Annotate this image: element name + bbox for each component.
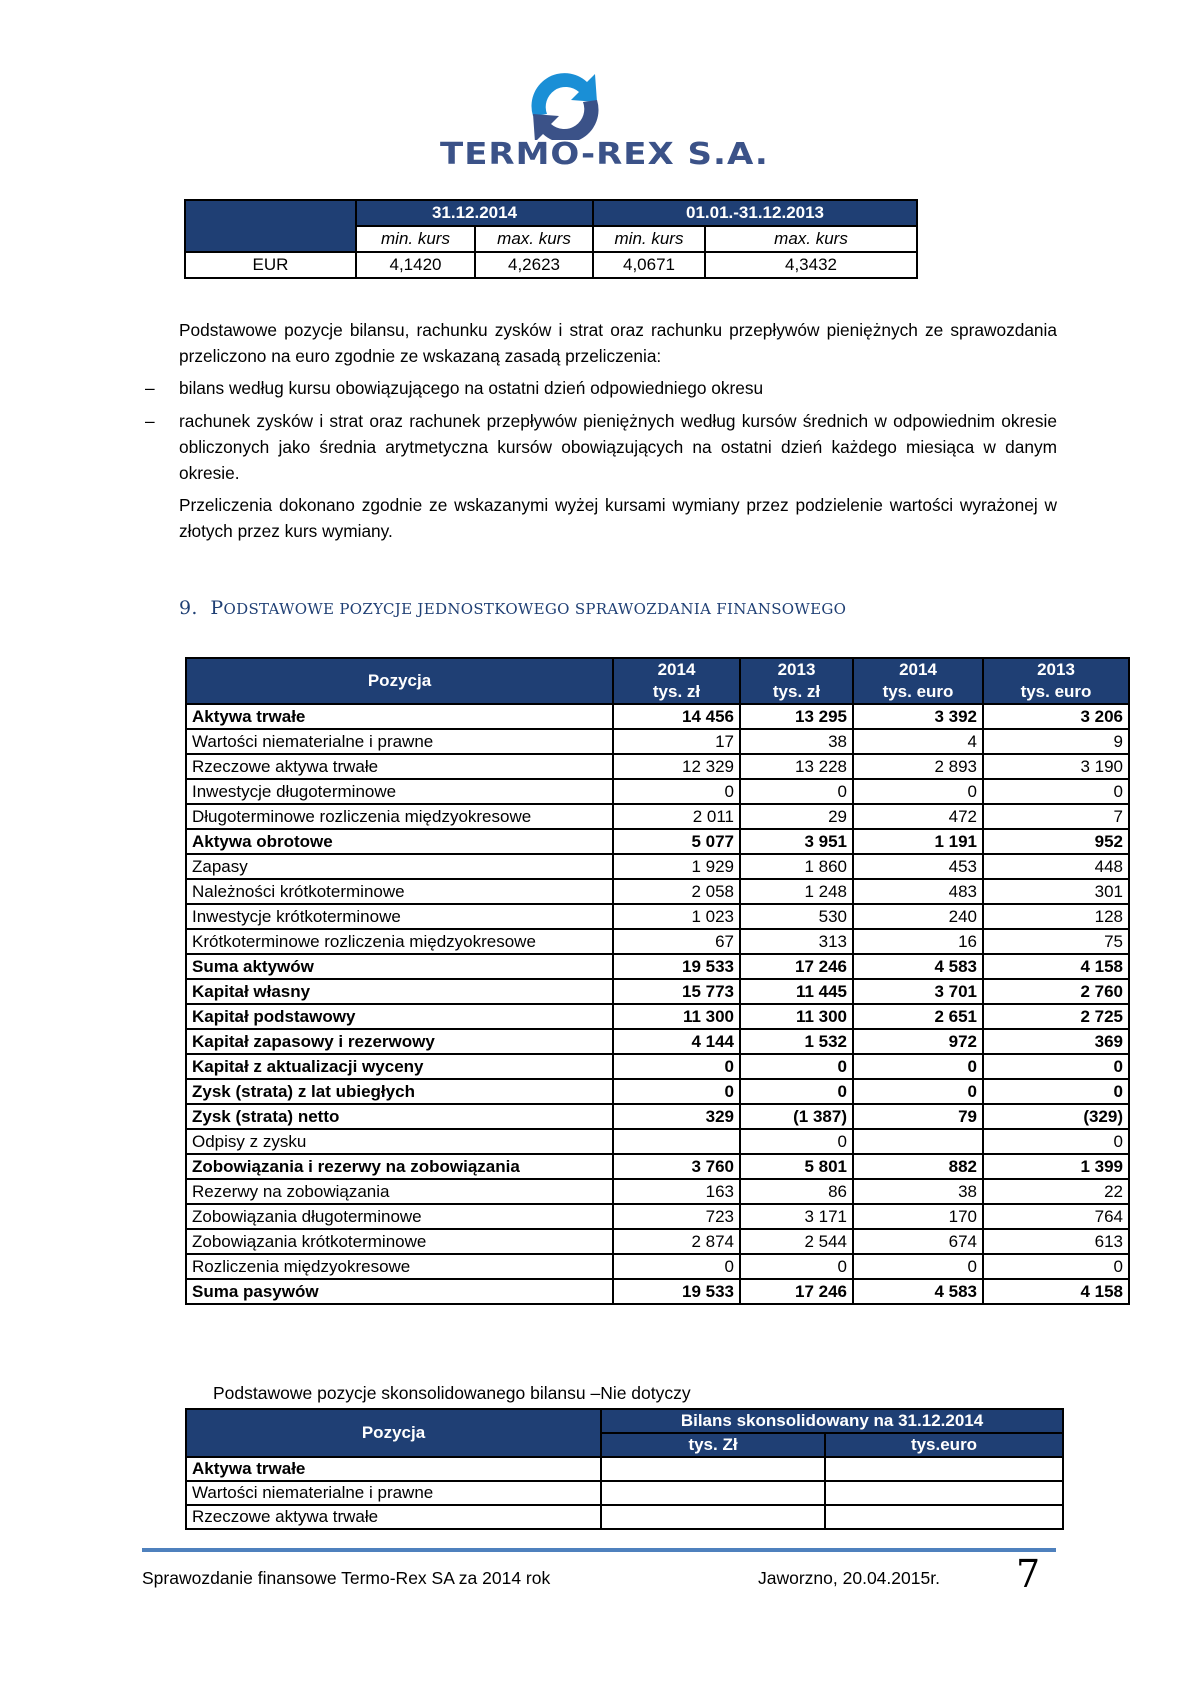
table-row bbox=[186, 729, 1129, 754]
column-header bbox=[613, 658, 740, 704]
row-label: Inwestycje krótkoterminowe bbox=[186, 904, 613, 929]
consolidated-note: Podstawowe pozycje skonsolidowanego bilansu –Nie dotyczy bbox=[213, 1383, 691, 1403]
row-value: 0 bbox=[613, 1254, 740, 1279]
row-value: 3 392 bbox=[853, 704, 983, 729]
row-value bbox=[825, 1505, 1063, 1529]
row-value: 17 bbox=[613, 729, 740, 754]
row-value: 2 760 bbox=[983, 979, 1129, 1004]
row-value: 79 bbox=[853, 1104, 983, 1129]
row-value: 0 bbox=[740, 1054, 853, 1079]
row-label: Zapasy bbox=[186, 854, 613, 879]
row-value: 11 445 bbox=[740, 979, 853, 1004]
row-value: 0 bbox=[853, 1254, 983, 1279]
row-value: 3 760 bbox=[613, 1154, 740, 1179]
row-value: 0 bbox=[740, 1254, 853, 1279]
row-label: Zobowiązania i rezerwy na zobowiązania bbox=[186, 1154, 613, 1179]
row-label: Aktywa trwałe bbox=[186, 704, 613, 729]
row-value: 15 773 bbox=[613, 979, 740, 1004]
row-value: 19 533 bbox=[613, 1279, 740, 1304]
row-value: 301 bbox=[983, 879, 1129, 904]
column-header-pozycja: Pozycja bbox=[186, 658, 613, 704]
row-value: 2 725 bbox=[983, 1004, 1129, 1029]
row-label: Długoterminowe rozliczenia międzyokresowe bbox=[186, 804, 613, 829]
row-label: Kapitał z aktualizacji wyceny bbox=[186, 1054, 613, 1079]
row-value: 0 bbox=[613, 1054, 740, 1079]
row-label: Kapitał własny bbox=[186, 979, 613, 1004]
row-value: 4 bbox=[853, 729, 983, 754]
row-value: 12 329 bbox=[613, 754, 740, 779]
row-label: Rozliczenia międzyokresowe bbox=[186, 1254, 613, 1279]
row-value: 0 bbox=[613, 779, 740, 804]
consolidated-header-pozycja: Pozycja bbox=[186, 1409, 601, 1457]
row-value: 472 bbox=[853, 804, 983, 829]
consolidated-balance-table bbox=[185, 1408, 1064, 1530]
financial-items-table bbox=[185, 657, 1130, 1305]
row-value: 3 171 bbox=[740, 1204, 853, 1229]
row-value: 329 bbox=[613, 1104, 740, 1129]
intro-paragraph: Podstawowe pozycje bilansu, rachunku zysków i strat oraz rachunku przepływów pieniężnych ze sprawozdania przeliczono na euro zgodnie ze wskazaną zasadą przeliczenia: bbox=[179, 320, 1057, 366]
table-row bbox=[186, 879, 1129, 904]
bullet-dash: – bbox=[145, 378, 155, 398]
row-value: 2 011 bbox=[613, 804, 740, 829]
column-header-unit: tys. zł bbox=[652, 682, 701, 701]
row-label: Kapitał podstawowy bbox=[186, 1004, 613, 1029]
table-row bbox=[186, 954, 1129, 979]
table-row bbox=[186, 904, 1129, 929]
row-value: 0 bbox=[613, 1079, 740, 1104]
row-label: Krótkoterminowe rozliczenia międzyokresowe bbox=[186, 929, 613, 954]
row-value: 4 158 bbox=[983, 954, 1129, 979]
table-row bbox=[186, 1079, 1129, 1104]
column-header-year: 2013 bbox=[1037, 660, 1075, 679]
row-label: Rzeczowe aktywa trwałe bbox=[186, 754, 613, 779]
row-label: Wartości niematerialne i prawne bbox=[186, 1481, 601, 1505]
row-label: Aktywa obrotowe bbox=[186, 829, 613, 854]
row-value: 0 bbox=[983, 1054, 1129, 1079]
row-label: Inwestycje długoterminowe bbox=[186, 779, 613, 804]
exchange-rates-table bbox=[184, 199, 918, 279]
rates-period-2013: 01.01.-31.12.2013 bbox=[593, 200, 917, 226]
row-value: 2 058 bbox=[613, 879, 740, 904]
section-title: ODSTAWOWE POZYCJE JEDNOSTKOWEGO SPRAWOZDANIA FINANSOWEGO bbox=[223, 600, 847, 618]
row-label: Rezerwy na zobowiązania bbox=[186, 1179, 613, 1204]
row-value: 3 701 bbox=[853, 979, 983, 1004]
row-value bbox=[825, 1457, 1063, 1481]
table-row bbox=[186, 1229, 1129, 1254]
row-value: 1 532 bbox=[740, 1029, 853, 1054]
row-value: 9 bbox=[983, 729, 1129, 754]
bullet-item-balance: bilans według kursu obowiązującego na ostatni dzień odpowiedniego okresu bbox=[179, 378, 764, 398]
row-value: 530 bbox=[740, 904, 853, 929]
row-value: 5 801 bbox=[740, 1154, 853, 1179]
row-value: 972 bbox=[853, 1029, 983, 1054]
footer-divider bbox=[142, 1548, 1056, 1552]
row-value bbox=[601, 1481, 825, 1505]
column-header-year: 2013 bbox=[777, 660, 816, 679]
rates-value: 4,2623 bbox=[475, 252, 593, 278]
row-value: 764 bbox=[983, 1204, 1129, 1229]
row-label: Rzeczowe aktywa trwałe bbox=[186, 1505, 601, 1529]
column-header-unit: tys. euro bbox=[882, 682, 954, 701]
table-row bbox=[186, 979, 1129, 1004]
table-row bbox=[186, 854, 1129, 879]
row-value: 952 bbox=[983, 829, 1129, 854]
row-value: 17 246 bbox=[740, 1279, 853, 1304]
row-value: 38 bbox=[853, 1179, 983, 1204]
row-value: 0 bbox=[983, 1254, 1129, 1279]
row-value: 0 bbox=[853, 1054, 983, 1079]
row-value: 2 544 bbox=[740, 1229, 853, 1254]
row-value bbox=[853, 1129, 983, 1154]
row-label: Suma pasywów bbox=[186, 1279, 613, 1304]
row-value: 723 bbox=[613, 1204, 740, 1229]
row-value: 5 077 bbox=[613, 829, 740, 854]
rates-corner-cell bbox=[185, 200, 356, 252]
row-value: (1 387) bbox=[740, 1104, 853, 1129]
footer-date: Jaworzno, 20.04.2015r. bbox=[758, 1568, 940, 1588]
row-label: Wartości niematerialne i prawne bbox=[186, 729, 613, 754]
rates-subheader: max. kurs bbox=[475, 226, 593, 252]
table-row bbox=[186, 704, 1129, 729]
company-logo bbox=[440, 70, 769, 180]
column-header-year: 2014 bbox=[657, 660, 696, 679]
row-value: 0 bbox=[740, 1079, 853, 1104]
logo-text: TERMO-REX S.A. bbox=[440, 136, 769, 172]
table-row bbox=[186, 1004, 1129, 1029]
column-header-unit: tys. zł bbox=[772, 682, 821, 701]
row-value: 86 bbox=[740, 1179, 853, 1204]
row-value: 17 246 bbox=[740, 954, 853, 979]
rates-period-2014: 31.12.2014 bbox=[356, 200, 593, 226]
table-row bbox=[186, 1204, 1129, 1229]
rates-currency: EUR bbox=[185, 252, 356, 278]
row-label: Zysk (strata) netto bbox=[186, 1104, 613, 1129]
table-row bbox=[186, 1104, 1129, 1129]
table-row bbox=[186, 754, 1129, 779]
table-row bbox=[186, 1505, 1063, 1529]
row-label: Suma aktywów bbox=[186, 954, 613, 979]
row-value: 3 951 bbox=[740, 829, 853, 854]
column-header bbox=[740, 658, 853, 704]
section-title-initial: P bbox=[210, 597, 224, 619]
column-header bbox=[983, 658, 1129, 704]
row-label: Zysk (strata) z lat ubiegłych bbox=[186, 1079, 613, 1104]
row-value: 240 bbox=[853, 904, 983, 929]
rates-value: 4,1420 bbox=[356, 252, 475, 278]
rates-value: 4,3432 bbox=[705, 252, 917, 278]
table-row bbox=[186, 1129, 1129, 1154]
row-value bbox=[613, 1129, 740, 1154]
rates-value: 4,0671 bbox=[593, 252, 705, 278]
table-row bbox=[186, 804, 1129, 829]
row-value: 1 023 bbox=[613, 904, 740, 929]
column-header-unit: tys. euro bbox=[1020, 682, 1092, 701]
row-value: 7 bbox=[983, 804, 1129, 829]
row-value: 448 bbox=[983, 854, 1129, 879]
row-value: 75 bbox=[983, 929, 1129, 954]
row-value: 4 144 bbox=[613, 1029, 740, 1054]
row-value: 13 228 bbox=[740, 754, 853, 779]
row-label: Zobowiązania krótkoterminowe bbox=[186, 1229, 613, 1254]
table-row bbox=[186, 829, 1129, 854]
row-value: 0 bbox=[983, 779, 1129, 804]
page-number: 7 bbox=[1016, 1552, 1041, 1596]
row-label: Zobowiązania długoterminowe bbox=[186, 1204, 613, 1229]
row-value: 1 399 bbox=[983, 1154, 1129, 1179]
row-value: 2 651 bbox=[853, 1004, 983, 1029]
row-value: 11 300 bbox=[613, 1004, 740, 1029]
row-value: 613 bbox=[983, 1229, 1129, 1254]
section-heading bbox=[179, 597, 846, 619]
row-value: 453 bbox=[853, 854, 983, 879]
column-header bbox=[853, 658, 983, 704]
row-value: 22 bbox=[983, 1179, 1129, 1204]
row-value bbox=[601, 1457, 825, 1481]
row-label: Należności krótkoterminowe bbox=[186, 879, 613, 904]
row-value: 2 874 bbox=[613, 1229, 740, 1254]
row-value: 1 860 bbox=[740, 854, 853, 879]
row-value bbox=[825, 1481, 1063, 1505]
row-value: 674 bbox=[853, 1229, 983, 1254]
row-label: Aktywa trwałe bbox=[186, 1457, 601, 1481]
row-value: 29 bbox=[740, 804, 853, 829]
financial-items-body bbox=[186, 704, 1129, 1304]
row-value: 882 bbox=[853, 1154, 983, 1179]
bullet-dash: – bbox=[145, 411, 155, 431]
row-value bbox=[601, 1505, 825, 1529]
row-value: 0 bbox=[983, 1079, 1129, 1104]
row-value: 3 206 bbox=[983, 704, 1129, 729]
footer-title: Sprawozdanie finansowe Termo-Rex SA za 2014 rok bbox=[142, 1568, 551, 1588]
row-value: 1 929 bbox=[613, 854, 740, 879]
row-value: 0 bbox=[853, 779, 983, 804]
consolidated-body bbox=[186, 1457, 1063, 1529]
row-value: 1 248 bbox=[740, 879, 853, 904]
table-row bbox=[186, 1279, 1129, 1304]
conversion-paragraph: Przeliczenia dokonano zgodnie ze wskazanymi wyżej kursami wymiany przez podzielenie wartości wyrażonej w złotych przez kurs wymiany. bbox=[179, 495, 1057, 541]
row-value: 128 bbox=[983, 904, 1129, 929]
row-value: 369 bbox=[983, 1029, 1129, 1054]
consolidated-header-title: Bilans skonsolidowany na 31.12.2014 bbox=[601, 1409, 1063, 1433]
row-value: 0 bbox=[853, 1079, 983, 1104]
row-value: 11 300 bbox=[740, 1004, 853, 1029]
logo-arrows-icon bbox=[440, 70, 750, 140]
row-value: 313 bbox=[740, 929, 853, 954]
row-value: 483 bbox=[853, 879, 983, 904]
section-number: 9. bbox=[179, 597, 198, 619]
row-value: 4 583 bbox=[853, 1279, 983, 1304]
row-value: 163 bbox=[613, 1179, 740, 1204]
row-value: 38 bbox=[740, 729, 853, 754]
row-value: 14 456 bbox=[613, 704, 740, 729]
consolidated-header-unit: tys. Zł bbox=[601, 1433, 825, 1457]
table-row bbox=[186, 1029, 1129, 1054]
row-value: 13 295 bbox=[740, 704, 853, 729]
column-header-year: 2014 bbox=[899, 660, 937, 679]
table-row bbox=[186, 779, 1129, 804]
row-value: 3 190 bbox=[983, 754, 1129, 779]
table-row bbox=[186, 1054, 1129, 1079]
row-value: 1 191 bbox=[853, 829, 983, 854]
row-value: (329) bbox=[983, 1104, 1129, 1129]
table-row bbox=[186, 1179, 1129, 1204]
row-value: 67 bbox=[613, 929, 740, 954]
table-row bbox=[186, 1457, 1063, 1481]
rates-subheader: min. kurs bbox=[593, 226, 705, 252]
row-label: Odpisy z zysku bbox=[186, 1129, 613, 1154]
bullet-item-income: rachunek zysków i strat oraz rachunek przepływów pieniężnych według kursów średnich w odpowiednim okresie obliczonych jako średnia arytmetyczna kursów obowiązujących na ostatni dzień każdego miesiąca w danym okresie. bbox=[179, 411, 1057, 483]
table-row bbox=[186, 1481, 1063, 1505]
table-row bbox=[186, 1154, 1129, 1179]
row-value: 0 bbox=[740, 1129, 853, 1154]
row-value: 16 bbox=[853, 929, 983, 954]
row-value: 2 893 bbox=[853, 754, 983, 779]
table-row bbox=[186, 929, 1129, 954]
rates-subheader: min. kurs bbox=[356, 226, 475, 252]
row-value: 4 158 bbox=[983, 1279, 1129, 1304]
row-value: 0 bbox=[740, 779, 853, 804]
rates-subheader: max. kurs bbox=[705, 226, 917, 252]
row-value: 170 bbox=[853, 1204, 983, 1229]
row-value: 0 bbox=[983, 1129, 1129, 1154]
row-value: 4 583 bbox=[853, 954, 983, 979]
row-label: Kapitał zapasowy i rezerwowy bbox=[186, 1029, 613, 1054]
consolidated-header-unit: tys.euro bbox=[825, 1433, 1063, 1457]
row-value: 19 533 bbox=[613, 954, 740, 979]
table-row bbox=[186, 1254, 1129, 1279]
